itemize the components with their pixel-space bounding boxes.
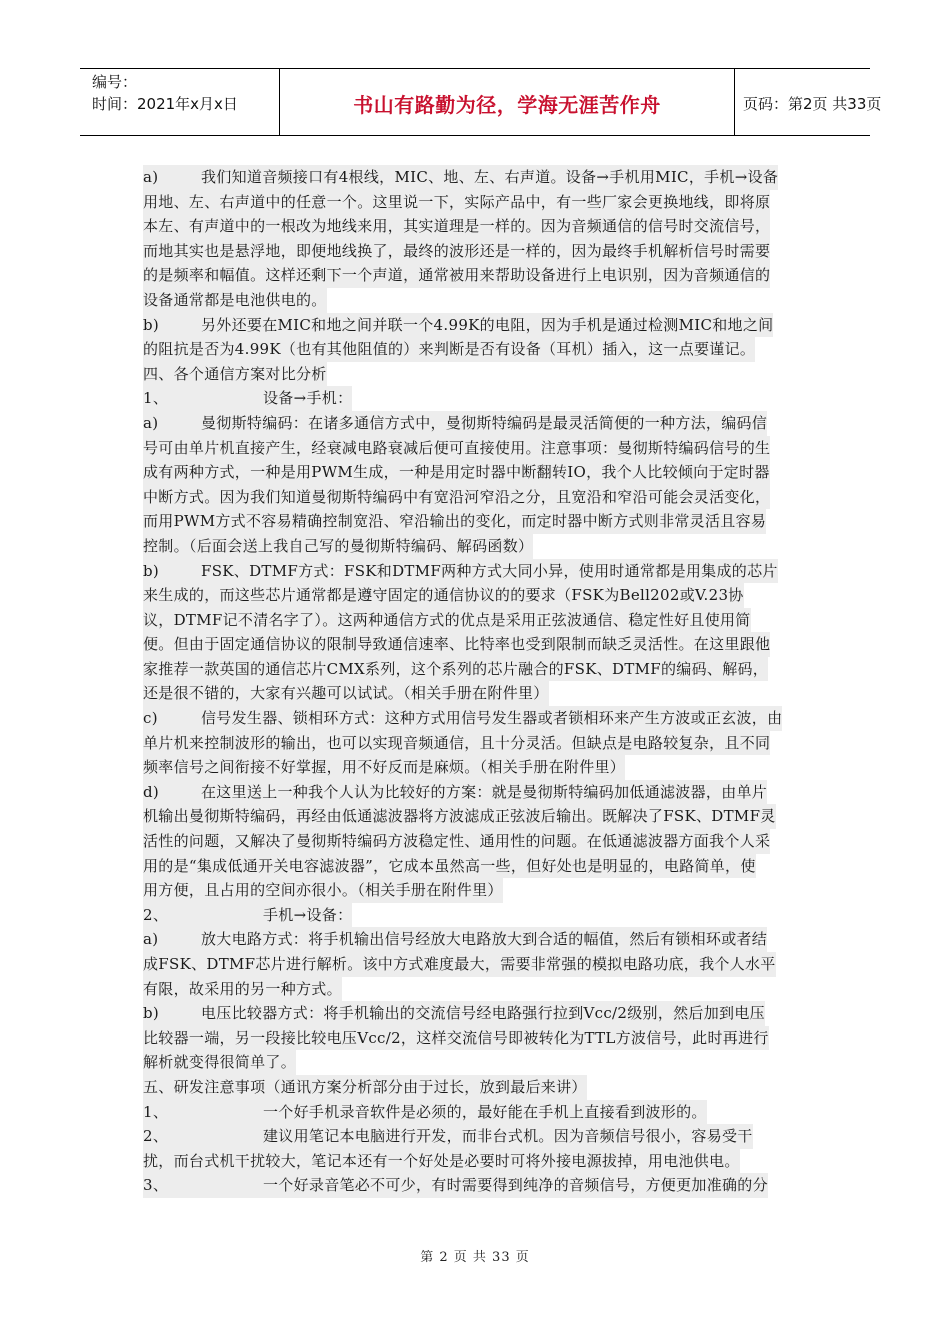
text-line [143,386,352,411]
text-line [143,731,770,756]
list-marker: b) [143,315,160,334]
text-line [143,657,768,682]
list-marker: a) [143,930,159,949]
text-line [143,509,766,534]
text-line [143,632,770,657]
line-text: 用方便，且占用的空间亦很小。（相关手册在附件里） [143,881,503,900]
page-info: 页码：第2页 共33页 [743,95,882,113]
text-line [143,559,778,584]
line-text: FSK、DTMF方式：FSK和DTMF两种方式大同小异，使用时通常都是用集成的芯片 [201,561,778,580]
line-text: 而地其实也是悬浮地，即便地线换了，最终的波形还是一样的，因为最终手机解析信号时需要 [143,241,771,260]
text-line [143,608,751,633]
paragraph [143,165,813,313]
text-line [143,1075,587,1100]
line-text: 用的是“集成低通开关电容滤波器”，它成本虽然高一些，但好处也是明显的，电路简单，使 [143,856,756,875]
line-text: 来生成的，而这些芯片通常都是遵守固定的通信协议的的要求（FSK为Bell202或V.23协 [143,586,744,605]
line-text: 成FSK、DTMF芯片进行解析。该中方式难度最大，需要非常强的模拟电路功底，我个人水平 [143,955,776,973]
text-line [143,780,767,805]
line-text: 号可由单片机直接产生，经衰减电路衰减后便可直接使用。注意事项：曼彻斯特编码信号的生 [143,438,771,457]
line-text: 设备通常都是电池供电的。 [143,290,327,309]
text-line [143,755,625,780]
line-text: 控制。（后面会送上我自己写的曼彻斯特编码、解码函数） [143,536,534,555]
document-body [143,165,813,1198]
line-text: 成有两种方式，一种是用PWM生成，一种是用定时器中断翻转IO，我个人比较倾向于定时器 [143,463,770,482]
text-line [143,681,549,706]
paragraph [143,1124,813,1173]
line-text: 单片机来控制波形的输出，也可以实现音频通信，且十分灵活。但缺点是电路较复杂，且不同 [143,733,771,752]
paragraph [143,1001,813,1075]
line-text: 有限，故采用的另一种方式。 [143,979,342,998]
text-line [143,927,767,952]
line-text: 手机→设备： [263,905,353,924]
date-line: 时间：2021年x月x日 [92,95,238,113]
text-line [143,1149,740,1174]
text-line [143,190,770,215]
text-line [143,337,755,362]
list-marker: b) [143,561,160,580]
text-line [143,878,503,903]
line-text: 放大电路方式：将手机输出信号经放大电路放大到合适的幅值，然后有锁相环或者结 [201,930,768,949]
text-line [143,1124,753,1149]
line-text: 曼彻斯特编码：在诸多通信方式中，曼彻斯特编码是最灵活简便的一种方法，编码信 [201,413,768,432]
line-text: 中断方式。因为我们知道曼彻斯特编码中有宽沿河窄沿之分，且宽沿和窄沿可能会灵活变化， [143,487,771,506]
line-text: 而用PWM方式不容易精确控制宽沿、窄沿输出的变化，而定时器中断方式则非常灵活且容易 [143,512,767,531]
paragraph [143,559,813,707]
header-page-cell [735,69,882,135]
line-text: 的是频率和幅值。这样还剩下一个声道，通常被用来帮助设备进行上电识别，因为音频通信的 [143,266,771,285]
list-marker: 2、 [143,1127,169,1146]
line-text: 设备→手机： [263,389,353,408]
paragraph [143,1100,813,1125]
paragraph [143,706,813,780]
line-text: 本左、有声道中的一根改为地线来用，其实道理是一样的。因为音频通信的信号时交流信号， [143,217,771,236]
line-text: 活性的问题，又解决了曼彻斯特编码方波稳定性、通用性的问题。在低通滤波器方面我个人采 [143,832,771,851]
text-line [143,1050,296,1075]
paragraph [143,780,813,903]
text-line [143,903,352,928]
line-text: 一个好录音笔必不可少，有时需要得到纯净的音频信号，方便更加准确的分 [263,1176,768,1195]
page-footer: 第 2 页 共 33 页 [420,1250,530,1265]
line-text: 在这里送上一种我个人认为比较好的方案：就是曼彻斯特编码加低通滤波器，由单片 [201,782,768,801]
text-line [143,263,770,288]
list-marker: 1、 [143,1102,169,1121]
text-line [143,977,342,1002]
text-line [143,436,770,461]
paragraph [143,386,813,411]
paragraph [143,927,813,1001]
text-line [143,854,756,879]
page-header [80,68,882,136]
list-marker: 3、 [143,1176,169,1195]
line-text: 的阻抗是否为4.99K（也有其他阻值的）来判断是否有设备（耳机）插入，这一点要谨记。 [143,340,756,359]
line-text: 便。但由于固定通信协议的限制导致通信速率、比特率也受到限制而缺乏灵活性。在这里跟他 [143,635,771,654]
list-marker: a) [143,413,159,432]
text-line [143,534,533,559]
line-text: 频率信号之间衔接不好掌握，用不好反而是麻烦。（相关手册在附件里） [143,758,626,777]
paragraph [143,362,813,387]
paragraph [143,1173,813,1198]
list-marker: 1、 [143,389,169,408]
header-meta-cell [80,69,280,135]
text-line [143,288,327,313]
line-text: 机输出曼彻斯特编码，再经由低通滤波器将方波滤成正弦波后输出。既解决了FSK、DTMF灵 [143,807,776,826]
text-line [143,485,770,510]
line-text: 四、各个通信方案对比分析 [143,364,327,383]
line-text: 议，DTMF记不清名字了）。这两种通信方式的优点是采用正弦波通信、稳定性好且使用简 [143,610,751,629]
text-line [143,1001,765,1026]
paragraph [143,411,813,559]
text-line [143,239,770,264]
text-line [143,411,767,436]
paragraph [143,313,813,362]
text-line [143,165,778,190]
text-line [143,1100,707,1125]
line-text: 建议用笔记本电脑进行开发，而非台式机。因为音频信号很小，容易受干 [263,1127,753,1146]
list-marker: d) [143,782,160,801]
list-marker: b) [143,1004,160,1023]
line-text: 解析就变得很简单了。 [143,1053,297,1072]
text-line [143,804,776,829]
paragraph [143,1075,813,1100]
line-text: 家推荐一款英国的通信芯片CMX系列，这个系列的芯片融合的FSK、DTMF的编码、解码， [143,659,769,678]
text-line [143,829,770,854]
line-text: 还是很不错的，大家有兴趣可以试试。（相关手册在附件里） [143,684,549,703]
paragraph [143,903,813,928]
line-text: 我们知道音频接口有4根线，MIC、地、左、右声道。设备→手机用MIC，手机→设备 [201,168,779,186]
text-line [143,952,776,977]
text-line [143,214,770,239]
list-marker: 2、 [143,905,169,924]
text-line [143,706,782,731]
line-text: 电压比较器方式：将手机输出的交流信号经电路强行拉到Vcc/2级别，然后加到电压 [201,1004,765,1023]
text-line [143,1173,768,1198]
text-line [143,1026,769,1051]
line-text: 另外还要在MIC和地之间并联一个4.99K的电阻，因为手机是通过检测MIC和地之间 [201,315,774,334]
header-motto-cell [280,69,735,135]
list-marker: a) [143,168,159,186]
line-text: 一个好手机录音软件是必须的，最好能在手机上直接看到波形的。 [263,1102,707,1121]
line-text: 五、研发注意事项（通讯方案分析部分由于过长，放到最后来讲） [143,1077,587,1096]
line-text: 比较器一端，另一段接比较电压Vcc/2，这样交流信号即被转化为TTL方波信号，此时再进行 [143,1028,769,1047]
text-line [143,362,327,387]
serial-number-label: 编号： [92,73,138,91]
list-marker: c) [143,709,158,728]
text-line [143,460,770,485]
line-text: 信号发生器、锁相环方式：这种方式用信号发生器或者锁相环来产生方波或正玄波，由 [201,709,783,728]
text-line [143,583,744,608]
line-text: 扰，而台式机干扰较大，笔记本还有一个好处是必要时可将外接电源拔掉，用电池供电。 [143,1151,740,1170]
motto: 书山有路勤为径，学海无涯苦作舟 [353,93,661,117]
line-text: 用地、左、右声道中的任意一个。这里说一下，实际产品中，有一些厂家会更换地线，即将原 [143,192,771,211]
text-line [143,313,773,338]
